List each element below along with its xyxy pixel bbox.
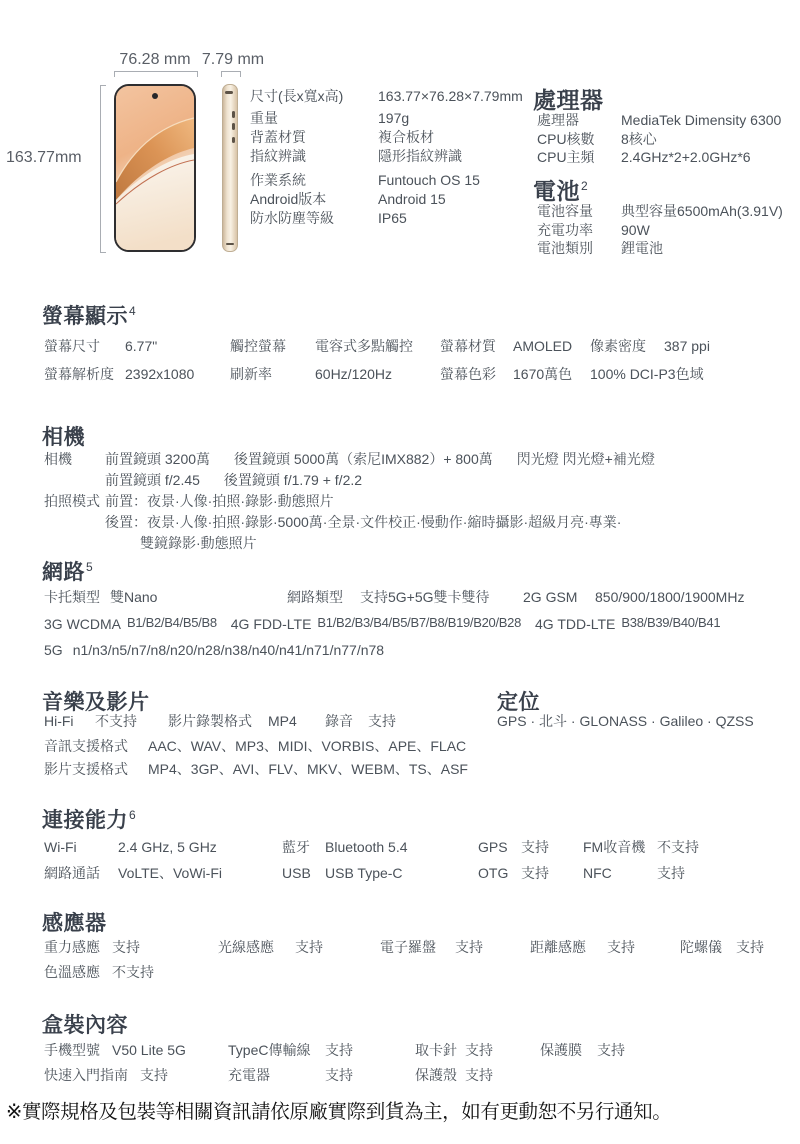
connectivity-title-text: 連接能力 — [42, 809, 128, 832]
spec-label: 刷新率 — [230, 366, 272, 382]
spec-label: 距離感應 — [530, 939, 586, 955]
spec-value: 支持 — [521, 839, 549, 855]
spec-label: 充電功率 — [537, 222, 593, 238]
spec-label: 保護殼 — [415, 1067, 457, 1083]
processor-row — [537, 130, 657, 148]
section-title-sensors — [42, 907, 107, 937]
spec-value: VoLTE、VoWi-Fi — [118, 865, 222, 881]
spec-value: 850/900/1800/1900MHz — [595, 589, 745, 605]
battery-footnote-sup: 2 — [581, 179, 589, 194]
section-title-display — [42, 300, 136, 330]
camera-row-2 — [105, 471, 362, 489]
spec-value: 8核心 — [621, 131, 657, 147]
spec-label: Hi-Fi — [44, 713, 74, 729]
width-measure-line — [114, 71, 198, 77]
spec-value: MP4 — [268, 713, 297, 729]
media-title-text: 音樂及影片 — [42, 691, 150, 714]
connectivity-row-2 — [44, 864, 685, 882]
spec-value: 雙鏡錄影·動態照片 — [140, 535, 257, 551]
spec-value: 支持 — [455, 939, 483, 955]
box-row-1 — [44, 1041, 625, 1059]
side-camera-bump — [225, 91, 233, 94]
spec-value: 100% DCI-P3色域 — [590, 366, 704, 382]
spec-value: 支持 — [607, 939, 635, 955]
side-button-volume — [232, 111, 235, 118]
spec-label: OTG — [478, 865, 509, 881]
spec-value: 6.77" — [125, 338, 158, 354]
spec-label: CPU核數 — [537, 131, 595, 147]
location-row — [497, 712, 754, 730]
spec-label: Android版本 — [250, 191, 327, 207]
spec-value: GPS · 北斗 · GLONASS · Galileo · QZSS — [497, 713, 754, 729]
network-footnote-sup: 5 — [86, 560, 94, 574]
spec-label: GPS — [478, 839, 508, 855]
spec-value: 支持 — [325, 1042, 353, 1058]
spec-label: 網路類型 — [287, 589, 343, 605]
display-footnote-sup: 4 — [129, 304, 137, 318]
spec-value: 支持 — [295, 939, 323, 955]
spec-value: 2.4 GHz, 5 GHz — [118, 839, 217, 855]
spec-label: USB — [282, 865, 311, 881]
spec-label: 快速入門指南 — [44, 1067, 128, 1083]
spec-label: 尺寸(長x寬x高) — [250, 88, 344, 104]
spec-value: Bluetooth 5.4 — [325, 839, 408, 855]
display-row-2 — [44, 365, 704, 383]
spec-label: 影片錄製格式 — [168, 713, 252, 729]
height-measure-line — [100, 85, 106, 253]
spec-value: 雙Nano — [110, 589, 158, 605]
overview-os-row — [250, 209, 407, 227]
location-title-text: 定位 — [497, 691, 540, 714]
spec-label: 作業系統 — [250, 172, 306, 188]
camera-row-modes-rear — [105, 513, 621, 531]
spec-value: 前置鏡頭 f/2.45 — [105, 472, 200, 488]
spec-label: 相機 — [44, 451, 72, 467]
overview-os-row — [250, 190, 446, 208]
spec-label: 觸控螢幕 — [230, 338, 286, 354]
sensors-row-1 — [44, 938, 764, 956]
spec-value: 60Hz/120Hz — [315, 366, 393, 382]
spec-label: 螢幕尺寸 — [44, 338, 100, 354]
spec-value: 163.77×76.28×7.79mm — [378, 88, 523, 104]
phone-thickness-dimension: 7.79 mm — [201, 51, 265, 68]
phone-side-image — [222, 84, 238, 252]
spec-label: 2G GSM — [523, 589, 578, 605]
spec-value: 1670萬色 — [513, 366, 573, 382]
spec-label: 防水防塵等級 — [250, 210, 334, 226]
spec-label: 重力感應 — [44, 939, 100, 955]
spec-label: CPU主頻 — [537, 149, 595, 165]
overview-row — [250, 147, 462, 165]
spec-value: 不支持 — [657, 839, 699, 855]
spec-label: 卡托類型 — [44, 589, 100, 605]
spec-label: 光線感應 — [218, 939, 274, 955]
connectivity-footnote-sup: 6 — [129, 808, 137, 822]
spec-value: 支持 — [736, 939, 764, 955]
spec-label: 4G TDD-LTE — [535, 616, 616, 632]
spec-label: 螢幕色彩 — [440, 366, 496, 382]
spec-value: Android 15 — [378, 191, 446, 207]
processor-row — [537, 148, 751, 166]
section-title-connectivity — [42, 804, 136, 834]
spec-value: IP65 — [378, 210, 407, 226]
overview-os-row — [250, 171, 480, 189]
spec-label: 音訊支援格式 — [44, 738, 128, 754]
spec-label: 充電器 — [228, 1067, 270, 1083]
phone-wallpaper-graphic — [116, 86, 194, 250]
spec-value: 後置鏡頭 5000萬（索尼IMX882）+ 800萬 — [234, 451, 493, 467]
spec-value: 支持 — [368, 713, 396, 729]
spec-value: 支持 — [112, 939, 140, 955]
camera-title-text: 相機 — [42, 426, 85, 449]
section-title-box — [42, 1009, 128, 1039]
spec-value: 支持 — [325, 1067, 353, 1083]
side-button-volume2 — [232, 123, 235, 130]
spec-label: TypeC傳輸線 — [228, 1042, 311, 1058]
section-title-network — [42, 556, 93, 586]
network-row-2 — [44, 615, 720, 633]
spec-value: 支持 — [140, 1067, 168, 1083]
phone-front-image — [114, 84, 196, 252]
spec-label: 影片支援格式 — [44, 761, 128, 777]
spec-value: B1/B2/B3/B4/B5/B7/B8/B19/B20/B28 — [317, 615, 522, 630]
sensors-title-text: 感應器 — [42, 912, 107, 935]
spec-value: 197g — [378, 110, 410, 126]
spec-value: USB Type-C — [325, 865, 403, 881]
spec-label: 錄音 — [325, 713, 353, 729]
side-button-power — [232, 137, 235, 143]
display-title-text: 螢幕顯示 — [42, 305, 128, 328]
spec-label: 陀螺儀 — [680, 939, 722, 955]
camera-row-modes-front — [44, 492, 334, 510]
spec-value: 前置：夜景·人像·拍照·錄影·動態照片 — [105, 493, 334, 509]
battery-row — [537, 239, 663, 257]
spec-value: 典型容量6500mAh(3.91V) — [621, 203, 783, 219]
phone-height-dimension: 163.77mm — [6, 149, 82, 166]
spec-value: 隱形指紋辨識 — [378, 148, 462, 164]
spec-label: 重量 — [250, 110, 278, 126]
spec-value: B38/B39/B40/B41 — [621, 615, 721, 630]
display-row-1 — [44, 337, 710, 355]
spec-label: 取卡針 — [415, 1042, 457, 1058]
spec-label: 電池類別 — [537, 240, 593, 256]
spec-value: V50 Lite 5G — [112, 1042, 186, 1058]
spec-value: Funtouch OS 15 — [378, 172, 480, 188]
spec-label: 螢幕材質 — [440, 338, 496, 354]
spec-label: 網路通話 — [44, 865, 100, 881]
spec-value: 前置鏡頭 3200萬 — [105, 451, 211, 467]
disclaimer-text: ※實際規格及包裝等相關資訊請依原廠實際到貨為主，如有更動恕不另行通知。 — [6, 1101, 672, 1123]
battery-row — [537, 202, 783, 220]
battery-row — [537, 221, 650, 239]
spec-value: 閃光燈 閃光燈+補光燈 — [516, 451, 655, 467]
spec-value: 後置：夜景·人像·拍照·錄影·5000萬·全景·文件校正·慢動作·縮時攝影·超級月亮·專業· — [105, 514, 622, 530]
spec-value: 支持 — [597, 1042, 625, 1058]
spec-value: MediaTek Dimensity 6300 — [621, 112, 782, 128]
box-row-2 — [44, 1066, 493, 1084]
media-row-video — [44, 760, 468, 778]
spec-value: 支持 — [657, 865, 685, 881]
spec-label: 背蓋材質 — [250, 129, 306, 145]
spec-value: 支持 — [465, 1042, 493, 1058]
media-row-1 — [44, 712, 396, 730]
thickness-measure-line — [221, 71, 241, 77]
spec-label: Wi-Fi — [44, 839, 77, 855]
connectivity-row-1 — [44, 838, 699, 856]
spec-label: 電池容量 — [537, 203, 593, 219]
side-bottom-port — [226, 243, 234, 245]
spec-label: 4G FDD-LTE — [230, 616, 312, 632]
spec-label: 處理器 — [537, 112, 579, 128]
spec-label: 色溫感應 — [44, 964, 100, 980]
overview-row — [250, 87, 523, 105]
spec-value: 387 ppi — [664, 338, 710, 354]
spec-label: 5G — [44, 642, 63, 658]
spec-label: 螢幕解析度 — [44, 366, 114, 382]
overview-row — [250, 128, 434, 146]
processor-title-text: 處理器 — [533, 87, 604, 113]
spec-value: B1/B2/B4/B5/B8 — [127, 615, 217, 630]
network-row-3 — [44, 641, 384, 659]
spec-value: 複合板材 — [378, 129, 434, 145]
network-title-text: 網路 — [42, 561, 85, 584]
spec-value: 2.4GHz*2+2.0GHz*6 — [621, 149, 751, 165]
spec-value: 後置鏡頭 f/1.79 + f/2.2 — [223, 472, 363, 488]
spec-value: 支持5G+5G雙卡雙待 — [360, 589, 490, 605]
spec-label: 藍牙 — [282, 839, 310, 855]
box-title-text: 盒裝內容 — [42, 1014, 128, 1037]
network-row-1 — [44, 588, 744, 606]
camera-row-1 — [44, 450, 655, 468]
spec-label: 保護膜 — [540, 1042, 582, 1058]
spec-label: 指紋辨識 — [250, 148, 306, 164]
spec-value: 電容式多點觸控 — [315, 338, 413, 354]
sensors-row-2 — [44, 963, 154, 981]
section-title-camera — [42, 421, 85, 451]
spec-value: AMOLED — [513, 338, 573, 354]
spec-label: NFC — [583, 865, 612, 881]
spec-value: AAC、WAV、MP3、MIDI、VORBIS、APE、FLAC — [148, 738, 467, 754]
spec-value: 支持 — [465, 1067, 493, 1083]
battery-title-text: 電池 — [533, 178, 580, 204]
spec-value: 90W — [621, 222, 650, 238]
spec-label: 手機型號 — [44, 1042, 100, 1058]
spec-value: 鋰電池 — [621, 240, 663, 256]
overview-row — [250, 109, 409, 127]
spec-label: 電子羅盤 — [380, 939, 436, 955]
spec-label: 3G WCDMA — [44, 616, 121, 632]
spec-value: 2392x1080 — [125, 366, 195, 382]
spec-value: n1/n3/n5/n7/n8/n20/n28/n38/n40/n41/n71/n77/n78 — [72, 642, 385, 658]
spec-value: MP4、3GP、AVI、FLV、MKV、WEBM、TS、ASF — [148, 761, 468, 777]
camera-row-modes-rear-cont — [140, 534, 257, 552]
phone-width-dimension: 76.28 mm — [119, 51, 191, 68]
spec-value: 不支持 — [95, 713, 137, 729]
spec-label: FM收音機 — [583, 839, 646, 855]
processor-row — [537, 111, 781, 129]
spec-value: 不支持 — [112, 964, 154, 980]
spec-label: 拍照模式 — [44, 493, 100, 509]
media-row-audio — [44, 737, 466, 755]
camera-punch-hole-icon — [152, 93, 158, 99]
spec-label: 像素密度 — [590, 338, 646, 354]
spec-value: 支持 — [521, 865, 549, 881]
